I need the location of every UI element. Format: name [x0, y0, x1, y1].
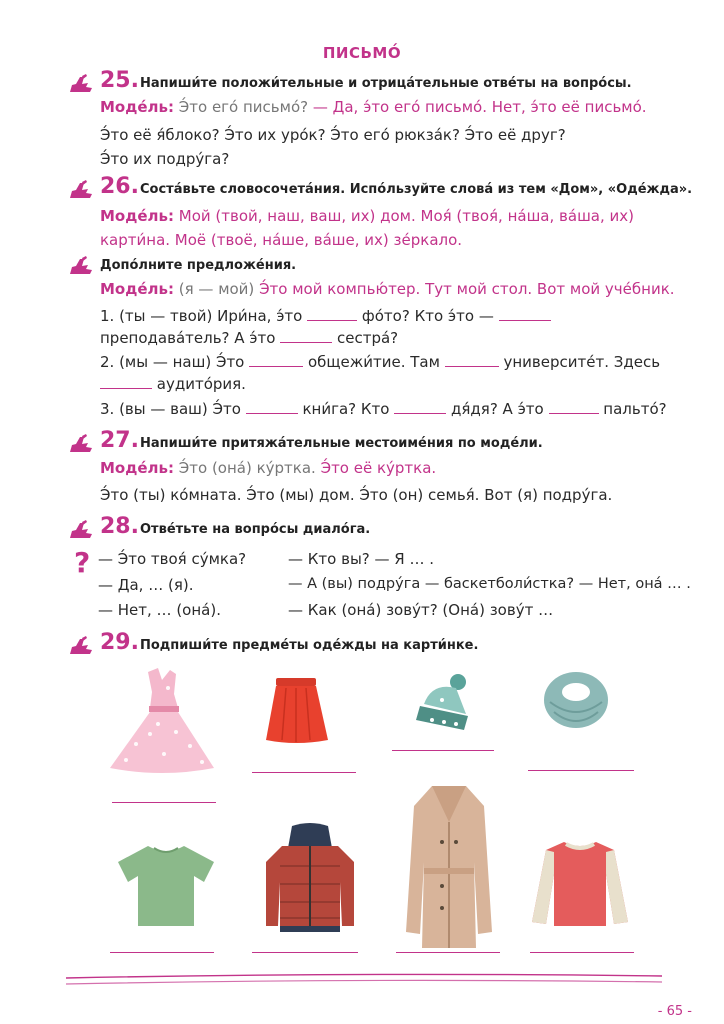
footer-wave-lines	[62, 970, 666, 990]
dress-image	[106, 664, 218, 776]
dialog-line: — Да, … (я).	[98, 576, 194, 594]
text: фо́то? Кто э́то —	[361, 307, 494, 325]
exercise-number: 27.	[100, 428, 139, 453]
exercise-line-3	[100, 399, 667, 418]
exercise-instruction: Допо́лните предложе́ния.	[100, 258, 297, 273]
dialog-line: — Как (она́) зову́т? (Она́) зову́т …	[288, 601, 554, 619]
model-question: Э́то его́ письмо́?	[178, 98, 309, 116]
scarf-image	[540, 662, 612, 734]
exercise-line-2a	[100, 352, 660, 371]
dialog-line: — Э́то твоя́ су́мка?	[98, 550, 247, 568]
answer-blank[interactable]	[445, 352, 499, 367]
model-hint: (я — мой)	[178, 280, 255, 298]
text: аудито́рия.	[156, 375, 246, 393]
model-text: Мой (твой, наш, ваш, их) дом. Моя́ (твоя́, на́ша, ва́ша, их)	[178, 207, 635, 225]
exercise-instruction: Напиши́те притяжа́тельные местоиме́ния по моде́ли.	[140, 436, 543, 451]
model-text: Э́то мой компью́тер. Тут мой стол. Вот мой уче́бник.	[259, 280, 675, 298]
dialog-line: — Нет, … (она́).	[98, 601, 221, 619]
t-shirt-image	[116, 842, 216, 928]
dialog-line: — А (вы) подру́га — баскетболи́стка? — Нет, она́ … .	[288, 576, 691, 592]
writing-hand-icon	[68, 74, 94, 94]
writing-hand-icon	[68, 520, 94, 540]
exercise-number: 28.	[100, 514, 139, 539]
model-line	[100, 280, 675, 298]
exercise-instruction: Соста́вьте словосочета́ния. Испо́льзуйте слова́ из тем «Дом», «Оде́жда».	[140, 182, 693, 197]
answer-blank[interactable]	[280, 328, 332, 343]
exercise-number: 29.	[100, 630, 139, 655]
writing-hand-icon	[68, 256, 94, 276]
model-answer: Э́то её ку́ртка.	[320, 459, 437, 477]
label-answer-line[interactable]	[530, 952, 634, 953]
exercise-instruction: Напиши́те положи́тельные и отрица́тельные отве́ты на вопро́сы.	[140, 76, 632, 91]
model-text: карти́на. Моё (твоё, на́ше, ва́ше, их) зе́ркало.	[100, 231, 463, 249]
section-title: ПИСЬМО́	[322, 44, 402, 62]
answer-blank[interactable]	[394, 399, 446, 414]
model-label: Моде́ль:	[100, 459, 174, 477]
text: сестра́?	[337, 329, 399, 347]
label-answer-line[interactable]	[392, 750, 494, 751]
label-answer-line[interactable]	[252, 952, 358, 953]
exercise-line-1b	[100, 328, 398, 347]
label-answer-line[interactable]	[112, 802, 216, 803]
model-label: Моде́ль:	[100, 98, 174, 116]
hat-image	[412, 670, 478, 736]
exercise-text: Э́то (ты) ко́мната. Э́то (мы) дом. Э́то (он) семья́. Вот (я) подру́га.	[100, 486, 613, 504]
text: 2. (мы — наш) Э́то	[100, 353, 245, 371]
jacket-image	[262, 822, 358, 934]
exercise-instruction: Подпиши́те предме́ты оде́жды на карти́нке.	[140, 638, 479, 653]
label-answer-line[interactable]	[110, 952, 214, 953]
answer-blank[interactable]	[549, 399, 599, 414]
text: преподава́тель? А э́то	[100, 329, 276, 347]
answer-blank[interactable]	[499, 306, 551, 321]
model-line	[100, 459, 436, 477]
model-label: Моде́ль:	[100, 280, 174, 298]
coat-image	[404, 782, 494, 952]
model-question: Э́то (она́) ку́ртка.	[178, 459, 316, 477]
text: университе́т. Здесь	[503, 353, 661, 371]
answer-blank[interactable]	[246, 399, 298, 414]
writing-hand-icon	[68, 636, 94, 656]
exercise-line-2b	[100, 374, 246, 393]
exercise-text: Э́то их подру́га?	[100, 150, 230, 168]
answer-blank[interactable]	[100, 374, 152, 389]
skirt-image	[262, 674, 332, 746]
writing-hand-icon	[68, 180, 94, 200]
text: общежи́тие. Там	[307, 353, 440, 371]
text: дя́дя? А э́то	[451, 400, 544, 418]
exercise-line-1a	[100, 306, 551, 325]
sweater-image	[530, 838, 630, 930]
exercise-text: Э́то её я́блоко? Э́то их уро́к? Э́то его́ рюкза́к? Э́то её друг?	[100, 126, 566, 144]
model-label: Моде́ль:	[100, 207, 174, 225]
model-line	[100, 98, 647, 116]
model-line	[100, 207, 634, 225]
answer-blank[interactable]	[307, 306, 357, 321]
page-number: - 65 -	[657, 1004, 692, 1019]
text: кни́га? Кто	[302, 400, 390, 418]
label-answer-line[interactable]	[252, 772, 356, 773]
label-answer-line[interactable]	[396, 952, 500, 953]
question-mark-icon: ?	[74, 546, 91, 579]
answer-blank[interactable]	[249, 352, 303, 367]
exercise-number: 25.	[100, 68, 139, 93]
label-answer-line[interactable]	[528, 770, 634, 771]
dialog-line: — Кто вы? — Я … .	[288, 550, 435, 568]
text: 1. (ты — твой) Ири́на, э́то	[100, 307, 303, 325]
text: 3. (вы — ваш) Э́то	[100, 400, 241, 418]
exercise-instruction: Отве́тьте на вопро́сы диало́га.	[140, 522, 371, 537]
model-answer: — Да, э́то его́ письмо́. Нет, э́то её письмо́.	[312, 98, 647, 116]
writing-hand-icon	[68, 434, 94, 454]
exercise-number: 26.	[100, 174, 139, 199]
text: пальто́?	[603, 400, 667, 418]
